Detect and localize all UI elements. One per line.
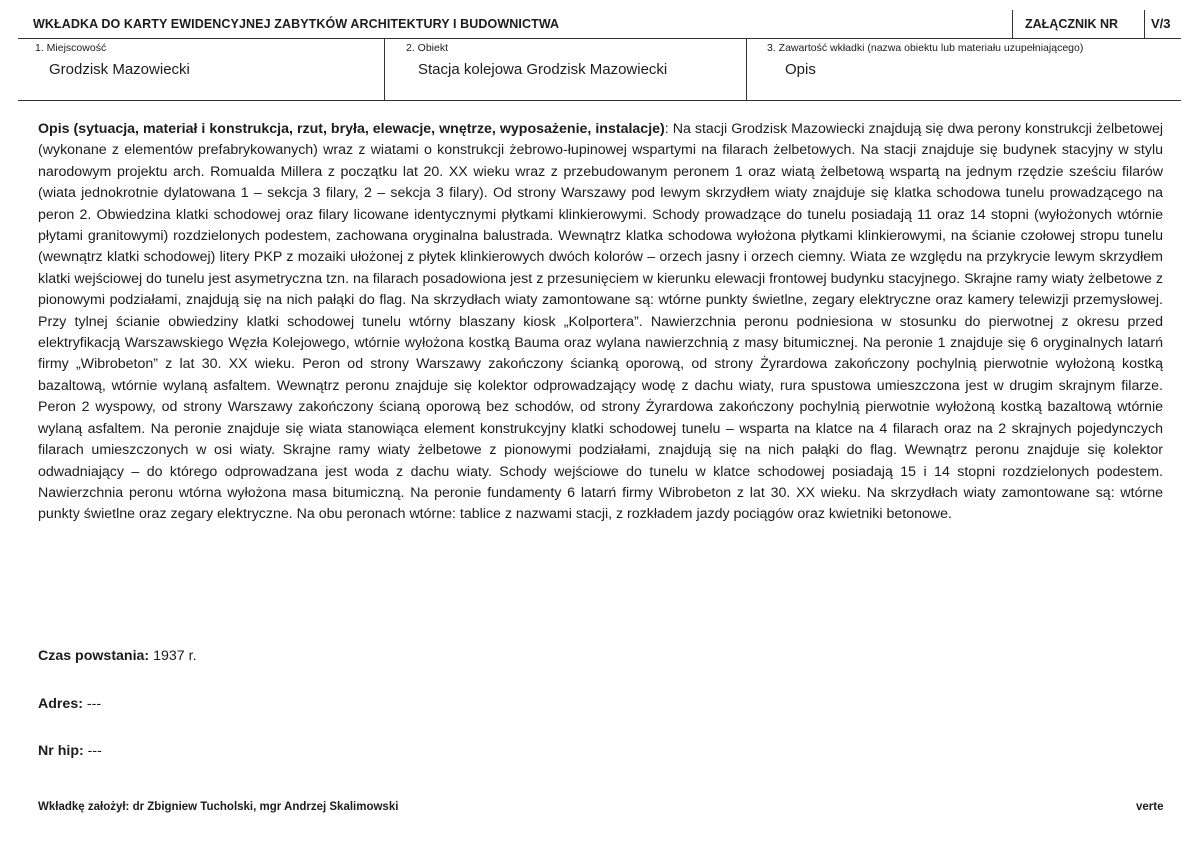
description-lead: Opis (sytuacja, materiał i konstrukcja, rzut, bryła, elewacje, wnętrze, wyposażenie, instalacje) (38, 121, 665, 137)
mortgage-number-value: --- (87, 743, 102, 759)
description-paragraph (38, 119, 1163, 526)
annex-label: ZAŁĄCZNIK NR (1025, 17, 1119, 31)
fields-row (18, 38, 1181, 101)
mortgage-number (38, 743, 102, 759)
field-content (746, 38, 1182, 100)
field-object-value: Stacja kolejowa Grodzisk Mazowiecki (418, 61, 668, 78)
construction-date-label: Czas powstania: (38, 648, 150, 664)
document-title: WKŁADKA DO KARTY EWIDENCYJNEJ ZABYTKÓW ARCHITEKTURY I BUDOWNICTWA (33, 17, 560, 31)
address (38, 696, 101, 712)
annex-number: V/3 (1151, 16, 1171, 31)
field-locality (18, 38, 384, 100)
field-content-value: Opis (785, 61, 816, 78)
construction-date (38, 648, 197, 664)
address-value: --- (86, 696, 102, 712)
annex-box (1012, 10, 1182, 38)
address-label: Adres: (38, 696, 83, 712)
description-body: : Na stacji Grodzisk Mazowiecki znajdują się dwa perony konstrukcji żelbetowej (wykonane z elementów prefabrykowanych) wraz z wiatami o konstrukcji żebrowo-łupinowej wspartymi na filarach żelbetowych. Na stacji znajduje się budynek stacyjny w stylu narodowym projektu arch. Romualda Millera z początku lat 20. XX wieku wraz z przebudowanym peronem 1 oraz wiatą żelbetową wspartą na jednym rzędzie sześciu filarów (wiata jednokrotnie dylatowana 1 – sekcja 3 filary, 2 – sekcja 3 filary). Od strony Warszawy pod lewym skrzydłem wiaty znajduje się klatka schodowa tunelu prowadzącego na peron 2. Obwiedzina klatki schodowej oraz filary licowane identycznymi płytkami klinkierowymi. Schody prowadzące do tunelu posiadają 11 oraz 14 stopni (wyłożonych wtórnie płytami granitowymi) rozdzielonych podestem, zachowana oryginalna balustrada. Wewnątrz klatka schodowa wyłożona płytkami klinkierowymi, na ścianie czołowej stropu tunelu (wewnątrz klatki schodowej) litery PKP z mozaiki ułożonej z płytek klinkierowych dwóch kolorów – orzech jasny i orzech ciemny. Wiata ze względu na przykrycie lewym skrzydłem klatki wejściowej do tunelu jest asymetryczna tzn. na filarach posadowiona jest z przesunięciem w kierunku elewacji frontowej budynku stacyjnego. Skrajne ramy wiaty żelbetowe z pionowymi podziałami, znajdują się na nich pałąki do flag. Na skrzydłach wiaty zamontowane są: wtórne punkty świetlne, zegary elektryczne oraz kamery telewizji przemysłowej. Przy tylnej ścianie obwiedziny klatki schodowej tunelu wtórny blaszany kiosk „Kolportera”. Nawierzchnia peronu podniesiona w stosunku do pierwotnej z okresu przed elektryfikacją Warszawskiego Węzła Kolejowego, wtórnie wyłożona kostką Bauma oraz wylana nawierzchnią z masy bitumicznej. Na peronie 1 znajduje się 6 oryginalnych latarń firmy „Wibrobeton” z lat 30. XX wieku. Peron od strony Warszawy zakończony ścianką oporową, od strony Żyrardowa zakończony pochylnią pierwotnie wyłożoną kostką bazaltową, wtórnie wylaną asfaltem. Wewnątrz peronu znajduje się kolektor odprowadzający wodę z dachu wiaty, rura spustowa umieszczona jest w drugim skrajnym filarze. Peron 2 wyspowy, od strony Warszawy zakończony ścianą oporową bez schodów, od strony Żyrardowa zakończony pochylnią pierwotnie wyłożoną kostką bazaltową wtórnie wylaną asfaltem. Na peronie znajduje się wiata stanowiąca element konstrukcyjny klatki schodowej tunelu – wsparta na klatce na 4 filarach oraz na 2 skrajnych pojedynczych filarach umieszczonych w osi wiaty. Skrajne ramy wiaty żelbetowe z pionowymi podziałami, znajdują się na nich pałąki do flag. Wewnątrz peronu znajduje się kolektor odwadniający – do którego odprowadzana jest woda z dachu wiaty. Schody wejściowe do tunelu w klatce schodowej posiadają 15 i 14 stopni rozdzielonych podestem. Nawierzchnia peronu wtórna wyłożona masa bitumiczną. Na peronie fundamenty 6 latarń firmy Wibrobeton z lat 30. XX wieku. Na skrzydłach wiaty zamontowane są: wtórne punkty świetlne oraz zegary elektryczne. Na obu peronach wtórne: tablice z nazwami stacji, z rozkładem jazdy pociągów oraz kwietniki betonowe. (38, 121, 1164, 523)
construction-date-value: 1937 r. (153, 648, 197, 664)
footer-author: Wkładkę założył: dr Zbigniew Tucholski, mgr Andrzej Skalimowski (38, 801, 399, 813)
field-locality-value: Grodzisk Mazowiecki (49, 61, 190, 78)
mortgage-number-label: Nr hip: (38, 743, 84, 759)
annex-value-box (1144, 10, 1183, 38)
header-strip (18, 10, 1181, 39)
field-object-label: 2. Obiekt (406, 42, 449, 54)
footer-verte: verte (1136, 801, 1164, 813)
field-locality-label: 1. Miejscowość (35, 42, 107, 54)
field-content-label: 3. Zawartość wkładki (nazwa obiektu lub materiału uzupełniającego) (767, 42, 1084, 54)
field-object (384, 38, 747, 100)
